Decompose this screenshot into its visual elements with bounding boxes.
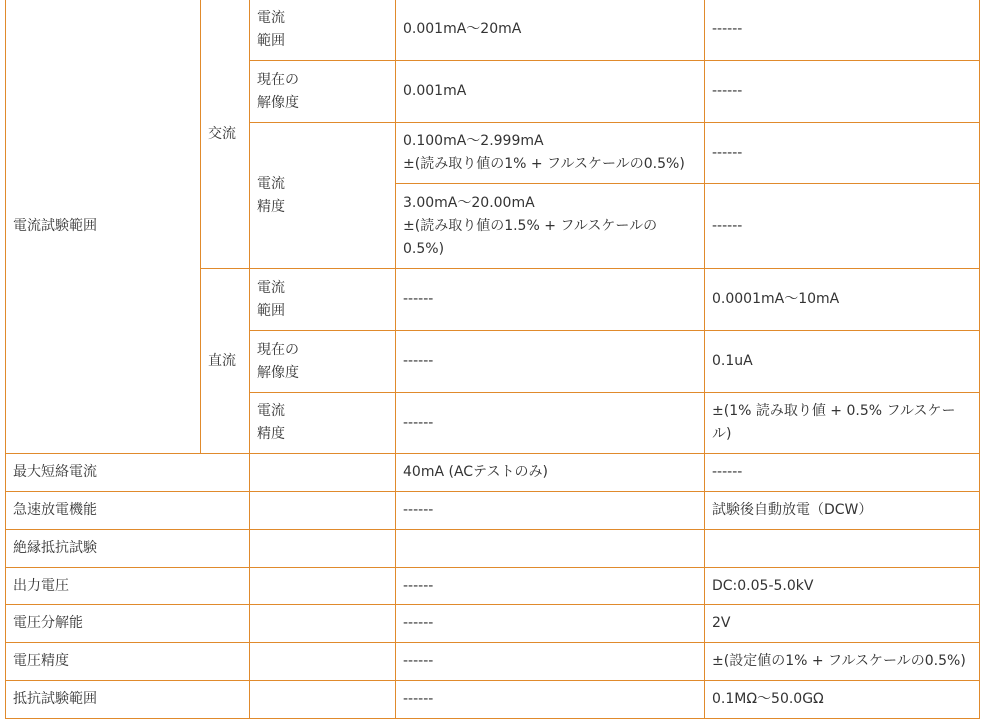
dc-text: 直流 — [208, 353, 236, 369]
label-text: 電流 範囲 — [257, 9, 285, 49]
value-text: 40mA (ACテストのみ) — [403, 464, 548, 480]
value-text: ------ — [712, 21, 743, 37]
ac-accuracy-2-ac — [395, 183, 705, 269]
fast-discharge-ac — [395, 491, 705, 530]
dc-accuracy-label — [249, 392, 396, 454]
dc-accuracy-dc — [704, 392, 980, 454]
label-text: 最大短絡電流 — [13, 464, 97, 480]
current-test-range-label — [5, 0, 201, 454]
voltage-resolution-empty — [249, 604, 396, 643]
dc-accuracy-ac — [395, 392, 705, 454]
value-text: 0.0001mA〜10mA — [712, 291, 840, 307]
insulation-empty-2 — [395, 529, 705, 568]
ac-current-range-dc — [704, 0, 980, 61]
value-text: 0.1uA — [712, 353, 753, 369]
value-text: ±(1% 読み取り値 + 0.5% フルスケー ル) — [712, 403, 956, 442]
label-text: 電流 範囲 — [257, 279, 285, 319]
label-text: 電流 精度 — [257, 175, 285, 215]
label-text: 電流 精度 — [257, 403, 285, 442]
fast-discharge-label — [5, 491, 250, 530]
value-text: ------ — [403, 577, 434, 594]
dc-resolution-dc — [704, 330, 980, 393]
current-test-range-text: 電流試験範囲 — [13, 217, 97, 234]
value-text: 0.001mA — [403, 83, 467, 99]
voltage-accuracy-empty — [249, 642, 396, 681]
ac-accuracy-label — [249, 122, 396, 269]
label-text: 急速放電機能 — [13, 502, 97, 518]
value-text: ------ — [403, 653, 434, 669]
dc-label — [200, 268, 250, 454]
value-text: 3.00mA〜20.00mA ±(読み取り値の1.5% + フルスケールの 0.5%) — [403, 194, 658, 257]
value-text: 2V — [712, 615, 731, 631]
value-text: ------ — [712, 144, 743, 161]
insulation-empty-3 — [704, 529, 980, 568]
resistance-range-empty — [249, 680, 396, 719]
value-text: 0.100mA〜2.999mA ±(読み取り値の1% + フルスケールの0.5%) — [403, 133, 685, 172]
dc-resolution-label — [249, 330, 396, 393]
insulation-empty-1 — [249, 529, 396, 568]
ac-text: 交流 — [208, 126, 236, 142]
ac-accuracy-1-dc — [704, 122, 980, 184]
value-text: ------ — [403, 414, 434, 431]
dc-current-range-dc — [704, 268, 980, 331]
max-short-ac — [395, 453, 705, 492]
max-short-empty — [249, 453, 396, 492]
value-text: 0.1MΩ〜50.0GΩ — [712, 691, 824, 707]
value-text: ------ — [712, 217, 743, 234]
ac-accuracy-1-ac — [395, 122, 705, 184]
ac-current-range-ac — [395, 0, 705, 61]
value-text: ------ — [403, 291, 434, 307]
ac-label — [200, 0, 250, 269]
max-short-dc — [704, 453, 980, 492]
output-voltage-empty — [249, 567, 396, 605]
resistance-range-dc — [704, 680, 980, 719]
resistance-range-label — [5, 680, 250, 719]
fast-discharge-dc — [704, 491, 980, 530]
label-text: 抵抗試験範囲 — [13, 691, 97, 707]
value-text: ------ — [403, 615, 434, 631]
voltage-accuracy-ac — [395, 642, 705, 681]
dc-current-range-label — [249, 268, 396, 331]
voltage-resolution-ac — [395, 604, 705, 643]
ac-resolution-ac — [395, 60, 705, 123]
value-text: ------ — [403, 691, 434, 707]
label-text: 電圧精度 — [13, 653, 69, 669]
voltage-resolution-dc — [704, 604, 980, 643]
ac-resolution-dc — [704, 60, 980, 123]
output-voltage-ac — [395, 567, 705, 605]
insulation-label — [5, 529, 250, 568]
value-text: ------ — [403, 353, 434, 369]
value-text: ------ — [712, 83, 743, 99]
value-text: ------ — [403, 502, 434, 518]
dc-current-range-ac — [395, 268, 705, 331]
value-text: ------ — [712, 464, 743, 480]
value-text: 試験後自動放電（DCW） — [712, 502, 873, 518]
label-text: 絶縁抵抗試験 — [13, 540, 97, 556]
voltage-accuracy-label — [5, 642, 250, 681]
dc-resolution-ac — [395, 330, 705, 393]
value-text: ±(設定値の1% + フルスケールの0.5%) — [712, 653, 966, 669]
label-text: 現在の 解像度 — [257, 341, 299, 381]
output-voltage-dc — [704, 567, 980, 605]
value-text: DC:0.05-5.0kV — [712, 577, 814, 594]
label-text: 出力電圧 — [13, 577, 69, 594]
voltage-accuracy-dc — [704, 642, 980, 681]
ac-accuracy-2-dc — [704, 183, 980, 269]
value-text: 0.001mA〜20mA — [403, 21, 522, 37]
resistance-range-ac — [395, 680, 705, 719]
fast-discharge-empty — [249, 491, 396, 530]
voltage-resolution-label — [5, 604, 250, 643]
label-text: 電圧分解能 — [13, 615, 83, 631]
max-short-label — [5, 453, 250, 492]
output-voltage-label — [5, 567, 250, 605]
ac-resolution-label — [249, 60, 396, 123]
label-text: 現在の 解像度 — [257, 71, 299, 111]
ac-current-range-label — [249, 0, 396, 61]
